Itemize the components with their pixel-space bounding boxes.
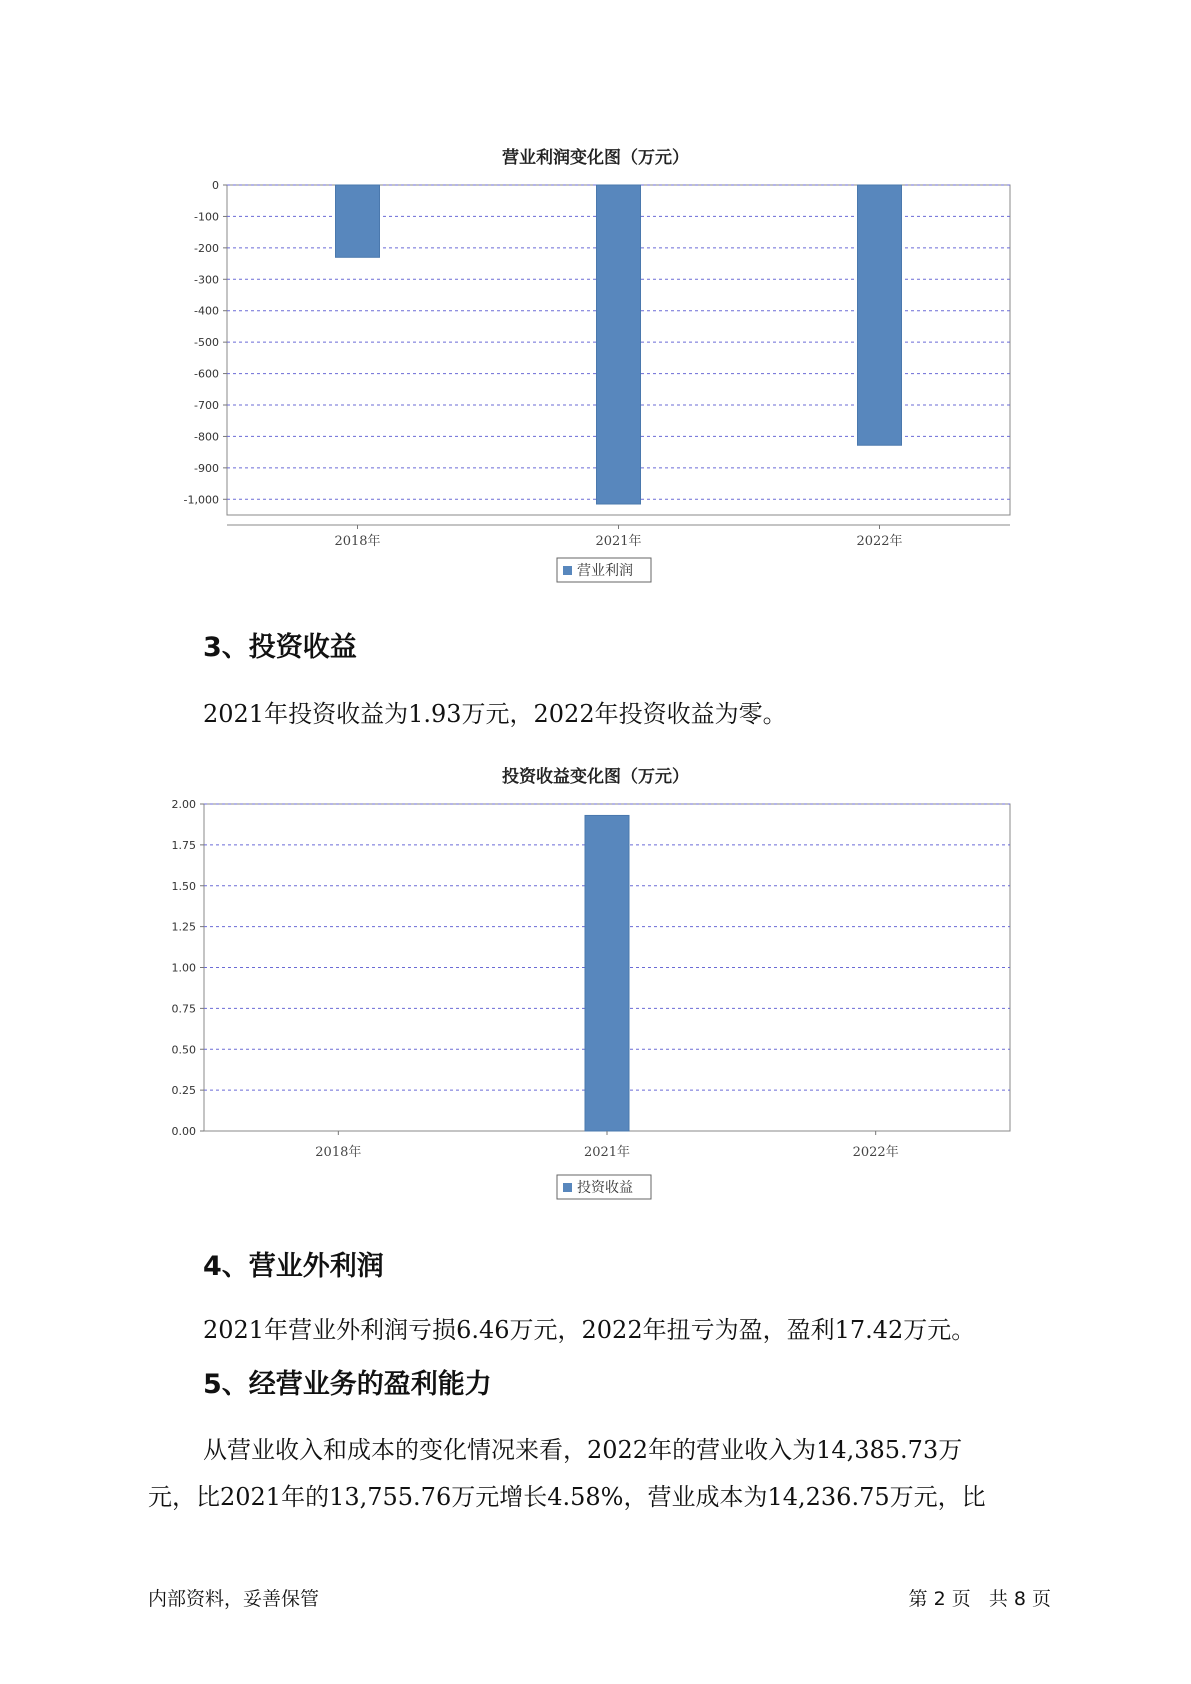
x-tick-label: 2022年 — [856, 534, 903, 549]
bar-2021年 — [585, 815, 629, 1131]
y-tick-label: 0.25 — [171, 1084, 196, 1098]
section5-heading: 5、经营业务的盈利能力 — [203, 1369, 492, 1400]
y-tick-label: 1.50 — [171, 879, 196, 893]
x-tick-label: 2021年 — [583, 1145, 631, 1160]
y-tick-label: 1.25 — [171, 920, 196, 934]
x-tick-label: 2021年 — [595, 534, 642, 549]
footer-confidential: 内部资料，妥善保管 — [148, 1588, 320, 1610]
section3-heading: 3、投资收益 — [203, 632, 357, 663]
y-tick-label: -500 — [194, 336, 219, 350]
legend-swatch — [563, 1183, 572, 1192]
legend-swatch — [563, 566, 572, 575]
chart1-title: 营业利润变化图（万元） — [502, 148, 689, 168]
y-tick-label: -400 — [194, 304, 219, 318]
y-tick-label: -700 — [194, 399, 219, 412]
y-tick-label: 1.75 — [171, 838, 196, 852]
bar-2018年 — [336, 185, 380, 257]
x-tick-label: 2018年 — [315, 1145, 362, 1160]
investment-income-chart — [0, 790, 1191, 1210]
x-tick-label: 2018年 — [334, 534, 381, 549]
y-tick-label: -300 — [194, 273, 219, 287]
y-tick-label: -1,000 — [183, 493, 219, 507]
bar-2021年 — [597, 185, 641, 504]
x-tick-label: 2022年 — [852, 1145, 899, 1160]
section4-text: 2021年营业外利润亏损6.46万元，2022年扭亏为盈，盈利17.42万元。 — [203, 1316, 976, 1344]
y-tick-label: -600 — [194, 367, 219, 381]
legend-label: 营业利润 — [577, 563, 633, 579]
y-tick-label: 0.75 — [171, 1002, 196, 1016]
operating-profit-chart — [0, 170, 1191, 590]
bar-2022年 — [858, 185, 902, 445]
section5-text-line2: 元，比2021年的13,755.76万元增长4.58%，营业成本为14,236.75万元，比 — [148, 1483, 986, 1511]
y-tick-label: -800 — [194, 430, 219, 444]
y-tick-label: 0.50 — [171, 1043, 196, 1057]
y-tick-label: -100 — [194, 210, 219, 224]
legend-label: 投资收益 — [577, 1180, 633, 1196]
section5-text-line1: 从营业收入和成本的变化情况来看，2022年的营业收入为14,385.73万 — [203, 1436, 963, 1464]
footer-page-number: 第 2 页 共 8 页 — [908, 1588, 1051, 1610]
y-tick-label: 0.00 — [171, 1125, 196, 1138]
y-tick-label: 2.00 — [171, 798, 196, 811]
y-tick-label: 0 — [212, 179, 219, 192]
y-tick-label: 1.00 — [171, 961, 196, 975]
y-tick-label: -200 — [194, 241, 219, 255]
chart2-title: 投资收益变化图（万元） — [502, 767, 689, 787]
y-tick-label: -900 — [194, 461, 219, 475]
section3-text: 2021年投资收益为1.93万元，2022年投资收益为零。 — [203, 700, 787, 728]
section4-heading: 4、营业外利润 — [203, 1251, 384, 1282]
